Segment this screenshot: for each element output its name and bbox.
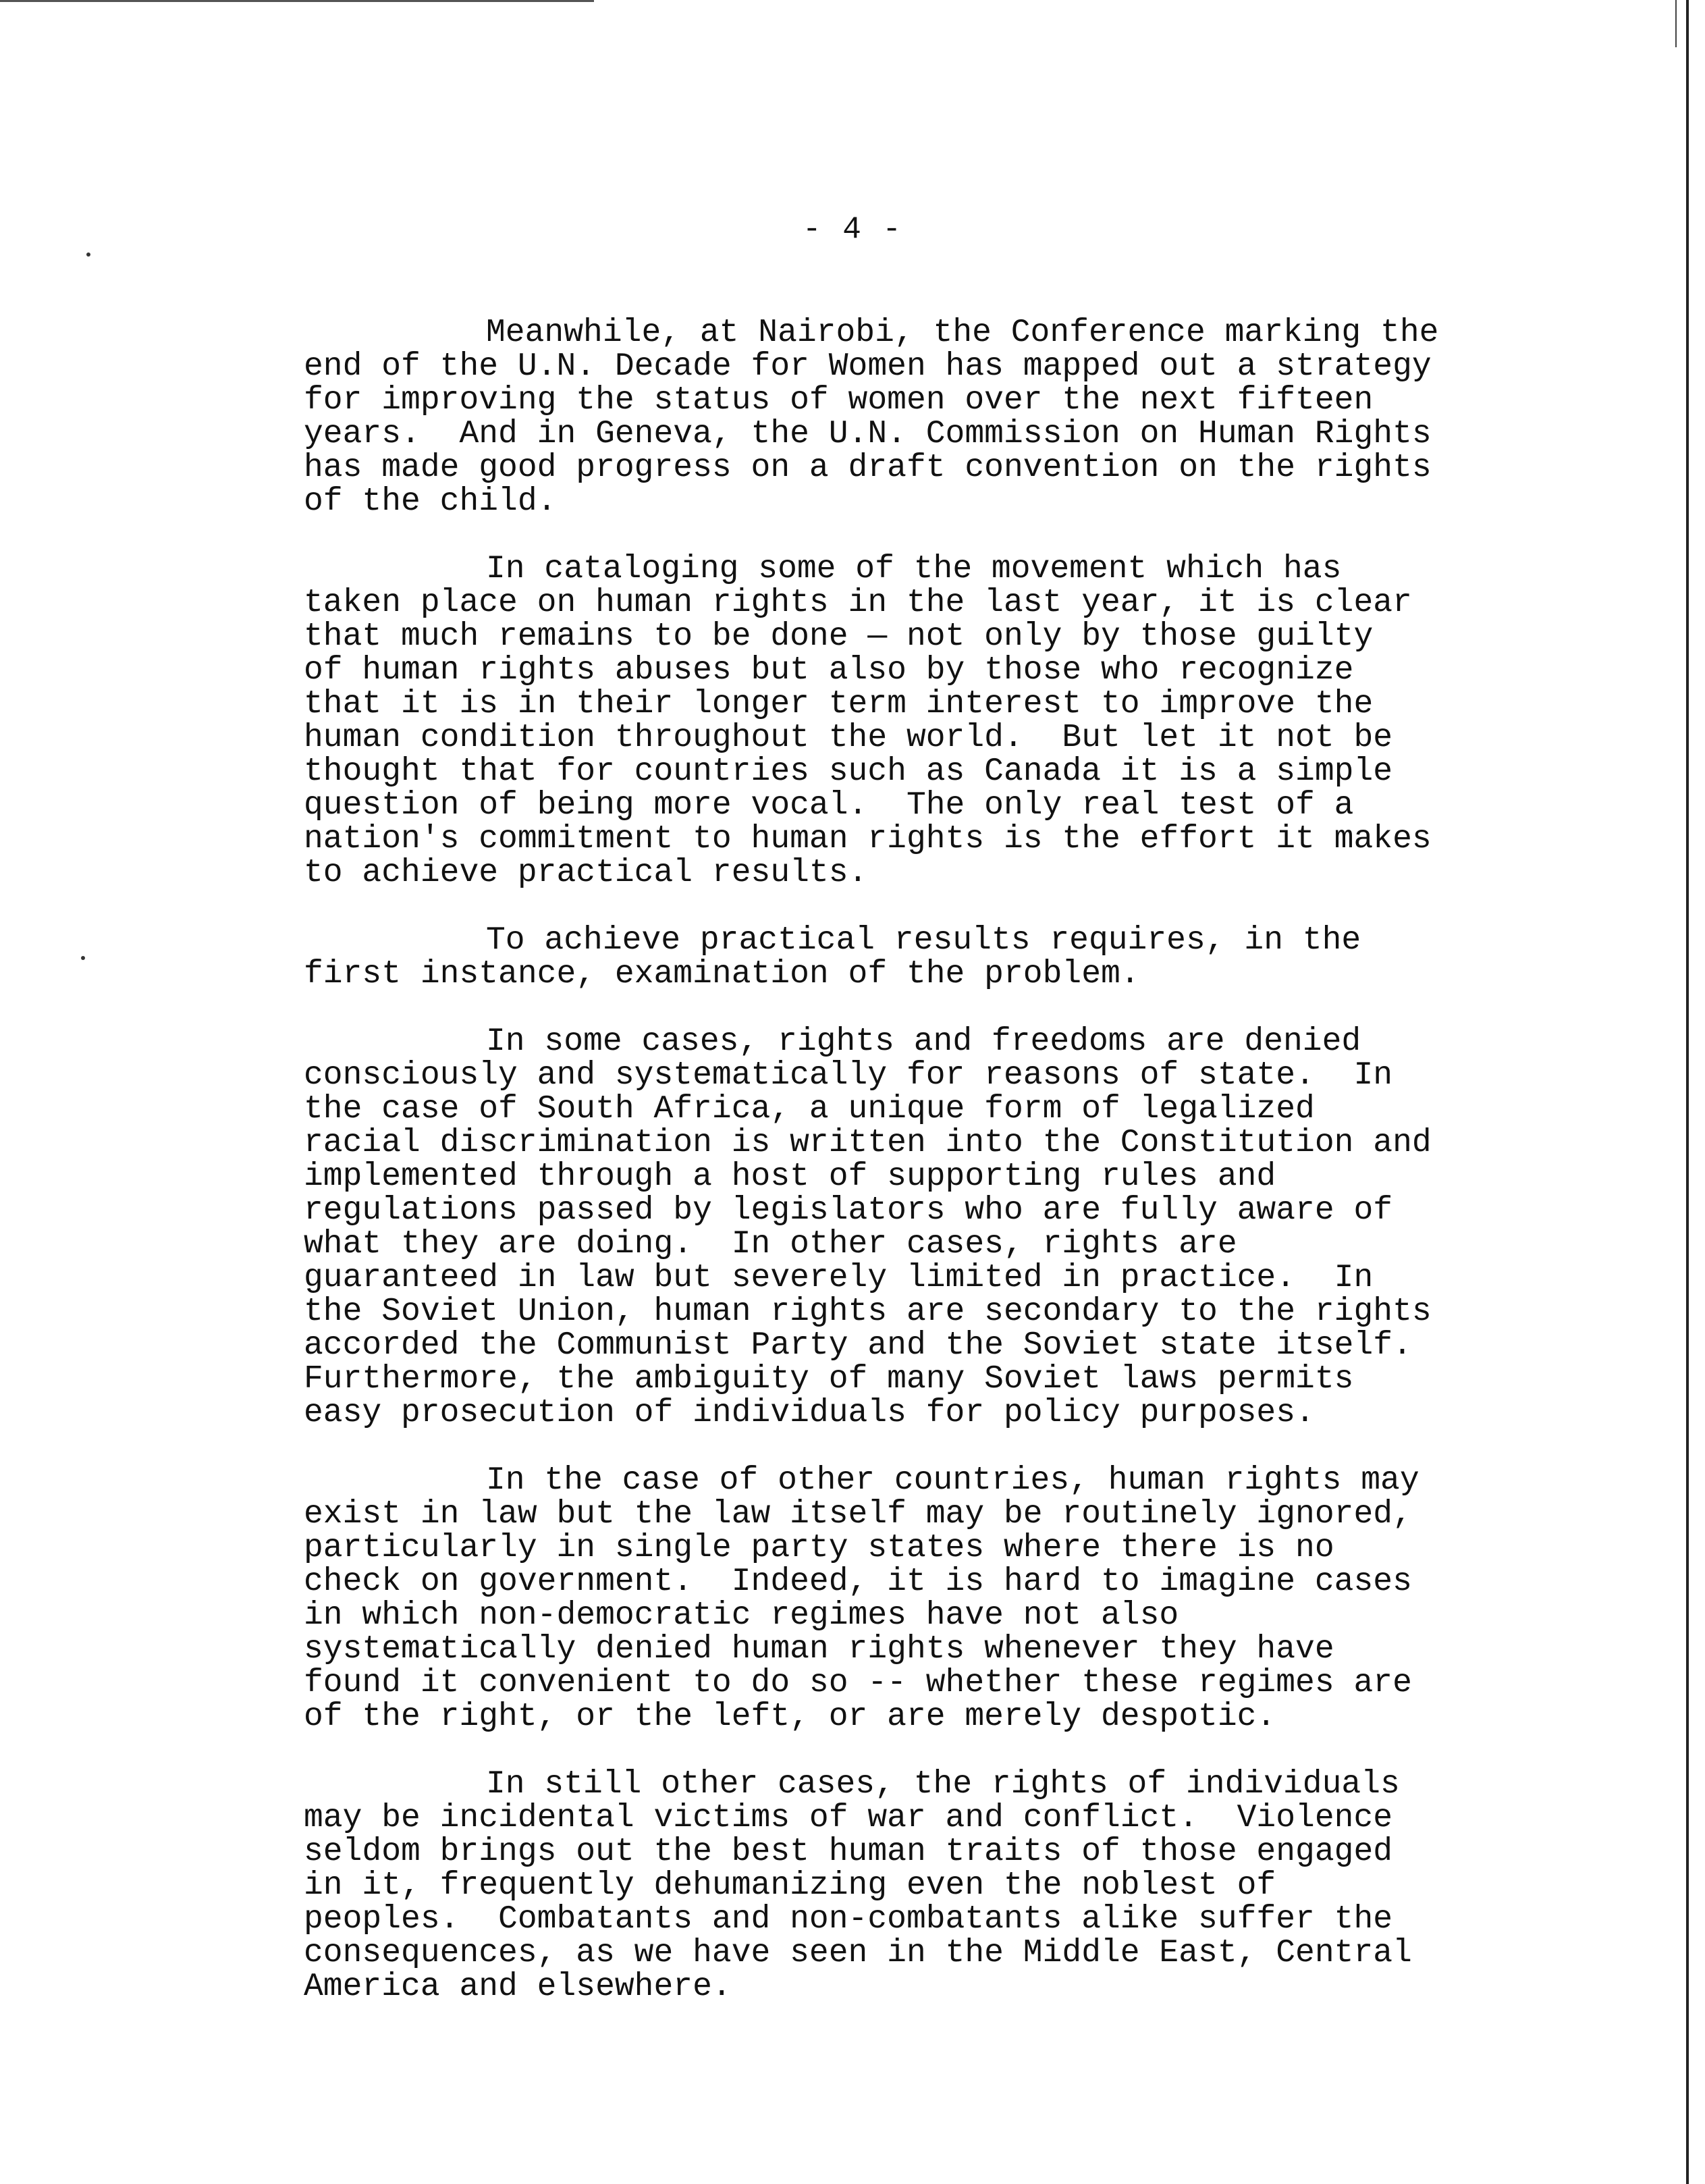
text-line: thought that for countries such as Canada it is a simple: [304, 753, 1393, 790]
text-line: In the case of other countries, human rights may: [486, 1462, 1419, 1499]
text-line: the case of South Africa, a unique form of legalized: [304, 1091, 1315, 1127]
text-line: of the child.: [304, 483, 557, 520]
text-line: consequences, as we have seen in the Middle East, Central: [304, 1935, 1412, 1971]
text-line: racial discrimination is written into the Constitution and: [304, 1125, 1432, 1161]
text-line: of the right, or the left, or are merely despotic.: [304, 1699, 1276, 1735]
text-line: systematically denied human rights whenever they have: [304, 1631, 1334, 1668]
text-line: to achieve practical results.: [304, 855, 868, 891]
text-line: seldom brings out the best human traits of those engaged: [304, 1834, 1393, 1870]
text-line: that much remains to be done — not only by those guilty: [304, 618, 1374, 655]
paragraph: [304, 1767, 1512, 2004]
right-page-edge: [1686, 0, 1689, 2184]
text-line: what they are doing. In other cases, rights are: [304, 1226, 1237, 1262]
text-line: that it is in their longer term interest to improve the: [304, 686, 1374, 722]
text-line: In still other cases, the rights of individuals: [486, 1766, 1400, 1803]
margin-mark: [81, 956, 85, 960]
text-line: human condition throughout the world. But let it not be: [304, 720, 1393, 756]
paragraph: [304, 1025, 1512, 1430]
text-line: years. And in Geneva, the U.N. Commission on Human Rights: [304, 416, 1432, 452]
text-line: guaranteed in law but severely limited in practice. In: [304, 1260, 1374, 1296]
text-line: end of the U.N. Decade for Women has mapped out a strategy: [304, 348, 1432, 385]
text-line: Furthermore, the ambiguity of many Soviet laws permits: [304, 1361, 1354, 1397]
text-line: question of being more vocal. The only real test of a: [304, 787, 1354, 824]
top-rule: [0, 0, 594, 2]
text-line: In some cases, rights and freedoms are denied: [486, 1023, 1361, 1060]
text-line: easy prosecution of individuals for policy purposes.: [304, 1395, 1315, 1431]
text-line: in which non-democratic regimes have not also: [304, 1597, 1179, 1634]
paragraph: [304, 1464, 1512, 1734]
text-line: Meanwhile, at Nairobi, the Conference marking the: [486, 315, 1439, 351]
text-line: To achieve practical results requires, in the: [486, 922, 1361, 959]
text-line: In cataloging some of the movement which has: [486, 551, 1342, 587]
text-line: for improving the status of women over the next fifteen: [304, 382, 1374, 419]
text-line: peoples. Combatants and non-combatants alike suffer the: [304, 1901, 1393, 1938]
text-line: check on government. Indeed, it is hard to imagine cases: [304, 1564, 1412, 1600]
text-line: taken place on human rights in the last year, it is clear: [304, 585, 1412, 621]
text-line: nation's commitment to human rights is the effort it makes: [304, 821, 1432, 857]
text-line: found it convenient to do so -- whether these regimes are: [304, 1665, 1412, 1701]
text-line: has made good progress on a draft convention on the rights: [304, 450, 1432, 486]
text-line: in it, frequently dehumanizing even the noblest of: [304, 1867, 1276, 1904]
text-line: America and elsewhere.: [304, 1969, 732, 2005]
page-number: - 4 -: [802, 212, 903, 247]
text-line: implemented through a host of supporting rules and: [304, 1158, 1276, 1195]
paragraph: [304, 924, 1512, 991]
paragraph: [304, 316, 1512, 518]
text-line: accorded the Communist Party and the Soviet state itself.: [304, 1327, 1412, 1364]
document-body: [304, 316, 1512, 2037]
text-line: the Soviet Union, human rights are secondary to the rights: [304, 1294, 1432, 1330]
text-line: of human rights abuses but also by those who recognize: [304, 652, 1354, 689]
text-line: regulations passed by legislators who are fully aware of: [304, 1192, 1393, 1229]
right-page-edge-mark: [1675, 0, 1677, 47]
text-line: particularly in single party states where there is no: [304, 1530, 1334, 1566]
text-line: exist in law but the law itself may be routinely ignored,: [304, 1496, 1412, 1533]
text-line: may be incidental victims of war and conflict. Violence: [304, 1800, 1393, 1836]
paragraph: [304, 552, 1512, 890]
text-line: consciously and systematically for reasons of state. In: [304, 1057, 1393, 1094]
margin-mark: [86, 252, 90, 257]
text-line: first instance, examination of the problem.: [304, 956, 1140, 992]
